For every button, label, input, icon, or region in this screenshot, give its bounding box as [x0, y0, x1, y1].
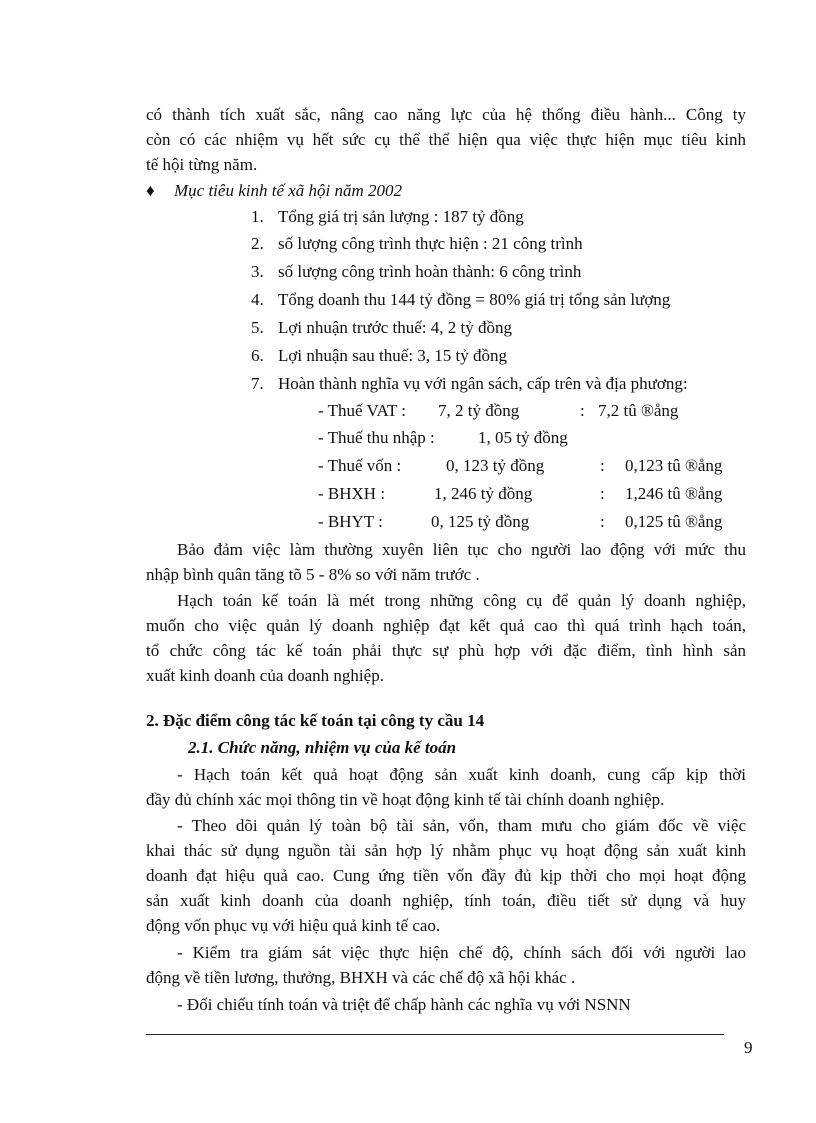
tax-label: - Thuế vốn :	[318, 456, 402, 475]
goal-text: số lượng công trình hoàn thành: 6 công trình	[278, 262, 582, 281]
tax-amount: 0, 123 tỷ đồng	[446, 456, 545, 475]
tax-amount: 1, 05 tỷ đồng	[478, 428, 568, 447]
goal-num: 3.	[251, 262, 264, 281]
intro-line-3: tế hội từng năm.	[146, 155, 258, 174]
duty-item-line: khai thác sử dụng nguồn tài sản hợp lý nhằm phục vụ hoạt động sản xuất kinh	[146, 841, 746, 860]
goal-title: Mục tiêu kinh tế xã hội năm 2002	[174, 181, 403, 200]
subsection-heading: 2.1. Chức năng, nhiệm vụ của kế toán	[188, 738, 457, 757]
duty-item-line: - Theo dõi quản lý toàn bộ tài sản, vốn, tham mưu cho giám đốc về việc	[177, 816, 746, 835]
tax-sep: :	[580, 401, 585, 420]
goal-num: 6.	[251, 346, 264, 365]
section-heading: 2. Đặc điểm công tác kế toán tại công ty cầu 14	[146, 711, 485, 730]
tax-sep: :	[600, 512, 605, 531]
para1-line-2: nhập bình quân tăng tõ 5 - 8% so với năm trước .	[146, 565, 480, 584]
tax-label: - Thuế thu nhập :	[318, 428, 435, 447]
tax-amount: 1, 246 tỷ đồng	[434, 484, 533, 503]
tax-dup: 7,2 tû ®ång	[598, 401, 679, 420]
tax-label: - Thuế VAT :	[318, 401, 407, 420]
para2-line-1: Hạch toán kế toán là mét trong những công cụ để quản lý doanh nghiệp,	[177, 591, 746, 610]
duty-item-line: đầy đủ chính xác mọi thông tin về hoạt động kinh tế tài chính doanh nghiệp.	[146, 790, 665, 809]
tax-amount: 7, 2 tỷ đồng	[438, 401, 520, 420]
tax-dup: 1,246 tû ®ång	[625, 484, 723, 503]
duty-item-line: sản xuất kinh doanh của doanh nghiệp, tính toán, điều tiết sử dụng và huy	[146, 891, 746, 910]
goal-num: 4.	[251, 290, 264, 309]
goal-text: Lợi nhuận trước thuế: 4, 2 tỷ đồng	[278, 318, 512, 337]
goal-text: số lượng công trình thực hiện : 21 công trình	[278, 234, 583, 253]
goal-bullet-icon: ♦	[146, 181, 155, 200]
duty-item-line: động về tiền lương, thưởng, BHXH và các chế độ xã hội khác .	[146, 968, 576, 987]
goal-text: Tổng giá trị sản lượng : 187 tỷ đồng	[278, 207, 524, 226]
goal-num: 2.	[251, 234, 264, 253]
goal-num: 5.	[251, 318, 264, 337]
para2-line-4: xuất kinh doanh của doanh nghiệp.	[146, 666, 384, 685]
tax-amount: 0, 125 tỷ đồng	[431, 512, 530, 531]
duty-item-line: doanh đạt hiệu quả cao. Cung ứng tiền vốn đầy đủ kịp thời cho mọi hoạt động	[146, 866, 746, 885]
tax-dup: 0,123 tû ®ång	[625, 456, 723, 475]
duty-item-line: - Kiểm tra giám sát việc thực hiện chế độ, chính sách đối với người lao	[177, 943, 746, 962]
intro-line-1: có thành tích xuất sắc, nâng cao năng lực của hệ thống điều hành... Công ty	[146, 105, 746, 124]
goal-text: Lợi nhuận sau thuế: 3, 15 tỷ đồng	[278, 346, 508, 365]
duty-item-line: - Đối chiếu tính toán và triệt để chấp hành các nghĩa vụ với NSNN	[177, 995, 631, 1014]
intro-line-2: còn có các nhiệm vụ hết sức cụ thể thể hiện qua việc thực hiện mục tiêu kinh	[146, 130, 746, 149]
tax-dup: 0,125 tû ®ång	[625, 512, 723, 531]
para2-line-2: muốn cho việc quản lý doanh nghiệp đạt kết quả cao thì quá trình hạch toán,	[146, 616, 746, 635]
duty-item-line: động vốn phục vụ với hiệu quả kinh tế cao.	[146, 916, 441, 935]
goal-text: Hoàn thành nghĩa vụ với ngân sách, cấp trên và địa phương:	[278, 374, 688, 393]
para2-line-3: tổ chức công tác kế toán phải thực sự phù hợp với đặc điểm, tình hình sản	[146, 641, 746, 660]
para1-line-1: Bảo đảm việc làm thường xuyên liên tục cho người lao động với mức thu	[177, 540, 746, 559]
duty-item-line: - Hạch toán kết quả hoạt động sản xuất kinh doanh, cung cấp kịp thời	[177, 765, 746, 784]
goal-text: Tổng doanh thu 144 tỷ đồng = 80% giá trị tổng sản lượng	[278, 290, 671, 309]
tax-label: - BHYT :	[318, 512, 383, 531]
page-number: 9	[744, 1038, 753, 1057]
goal-num: 1.	[251, 207, 264, 226]
tax-sep: :	[600, 484, 605, 503]
footer-divider	[146, 1034, 724, 1035]
tax-label: - BHXH :	[318, 484, 386, 503]
tax-sep: :	[600, 456, 605, 475]
goal-num: 7.	[251, 374, 264, 393]
